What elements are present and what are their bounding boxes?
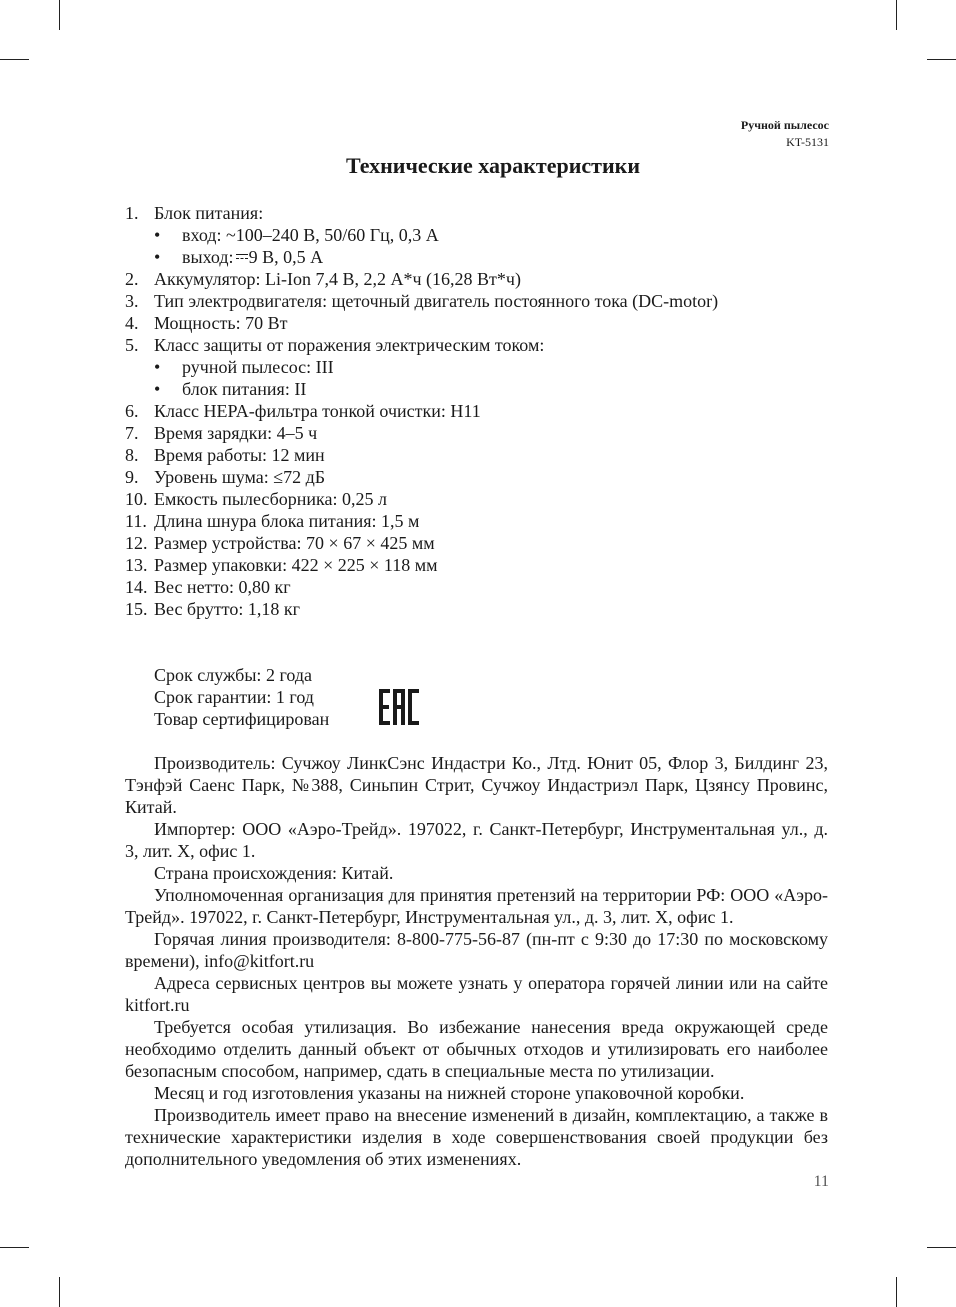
spec-item xyxy=(125,444,845,466)
certification-note: Товар сертифицирован xyxy=(154,709,330,729)
spec-item xyxy=(125,576,845,598)
spec-item xyxy=(125,466,845,488)
spec-number: 15. xyxy=(125,599,148,619)
spec-number: 10. xyxy=(125,489,148,509)
hotline-paragraph: Горячая линия производителя: 8-800-775-56-87 (пн-пт с 9:30 до 17:30 по московскому времени), info@kitfort.ru xyxy=(125,929,828,971)
spec-number: 2. xyxy=(125,269,139,289)
spec-text: Аккумулятор: Li-Ion 7,4 В, 2,2 А*ч (16,28 Вт*ч) xyxy=(154,269,521,289)
spec-item xyxy=(125,488,845,510)
importer-paragraph: Импортер: ООО «Аэро-Трейд». 197022, г. Санкт-Петербург, Инструментальная ул., д. 3, лит. Х, офис 1. xyxy=(125,819,828,861)
eac-certification-icon xyxy=(378,688,420,726)
warranty-period: Срок гарантии: 1 год xyxy=(154,687,314,707)
spec-number: 6. xyxy=(125,401,139,421)
spec-text: вход: ~100–240 В, 50/60 Гц, 0,3 А xyxy=(182,225,439,245)
manufacturer-info xyxy=(125,752,828,1170)
disposal-paragraph: Требуется особая утилизация. Во избежание нанесения вреда окружающей среде необходимо отделить данный объект от обычных отходов и утилизировать его наиболее безопасным способом, например, сдать в специальные места по утилизации. xyxy=(125,1017,828,1081)
spec-text: Размер устройства: 70 × 67 × 425 мм xyxy=(154,533,435,553)
spec-item xyxy=(125,510,845,532)
spec-value: 9 В, 0,5 А xyxy=(248,247,324,267)
spec-item xyxy=(125,532,845,554)
spec-number: 7. xyxy=(125,423,139,443)
header-product-name: Ручной пылесос xyxy=(740,118,829,132)
spec-number: 9. xyxy=(125,467,139,487)
spec-item xyxy=(125,290,845,312)
spec-subitem xyxy=(125,246,845,268)
spec-item xyxy=(125,400,845,422)
spec-text: Тип электродвигателя: щеточный двигатель постоянного тока (DC-motor) xyxy=(154,291,719,311)
spec-text: Вес брутто: 1,18 кг xyxy=(154,599,300,619)
spec-item xyxy=(125,598,845,620)
spec-item xyxy=(125,334,845,356)
page-title: Технические характеристики xyxy=(345,153,641,178)
spec-text: ручной пылесос: III xyxy=(182,357,334,377)
bullet-icon: • xyxy=(154,379,161,399)
spec-item xyxy=(125,268,845,290)
manufacturer-paragraph: Производитель: Сучжоу ЛинкСэнс Индастри Ко., Лтд. Юнит 05, Флор 3, Билдинг 23, Тэнфэй Саенс Парк, №388, Синьпин Стрит, Сучжоу Индастриэл Парк, Цзянсу Провинс, Китай. xyxy=(125,753,828,817)
spec-text: Класс защиты от поражения электрическим током: xyxy=(154,335,545,355)
spec-number: 12. xyxy=(125,533,148,553)
spec-number: 4. xyxy=(125,313,139,333)
spec-number: 14. xyxy=(125,577,148,597)
spec-item xyxy=(125,202,845,224)
service-centers-paragraph: Адреса сервисных центров вы можете узнать у оператора горячей линии или на сайте kitfort.ru xyxy=(125,973,828,1015)
changes-disclaimer-paragraph: Производитель имеет право на внесение изменений в дизайн, комплектацию, а также в технические характеристики изделия в ходе совершенствования своей продукции без дополнительного уведомления об этих изменениях. xyxy=(125,1105,828,1169)
spec-number: 5. xyxy=(125,335,139,355)
spec-number: 3. xyxy=(125,291,139,311)
crop-mark-top-left xyxy=(0,59,29,60)
spec-text: Блок питания: xyxy=(154,203,264,223)
claims-organization-paragraph: Уполномоченная организация для принятия претензий на территории РФ: ООО «Аэро-Трейд». 197022, г. Санкт-Петербург, Инструментальная ул., д. 3, лит. Х, офис 1. xyxy=(125,885,828,927)
service-info xyxy=(154,664,329,730)
spec-item xyxy=(125,554,845,576)
spec-text: Класс HEPA-фильтра тонкой очистки: H11 xyxy=(154,401,481,421)
spec-subitem xyxy=(125,378,845,400)
spec-item xyxy=(125,312,845,334)
direct-current-icon xyxy=(236,253,248,263)
spec-label: выход: xyxy=(182,247,234,267)
bullet-icon: • xyxy=(154,357,161,377)
spec-text: Длина шнура блока питания: 1,5 м xyxy=(154,511,420,531)
spec-subitem xyxy=(125,356,845,378)
specifications-list xyxy=(125,202,845,620)
bullet-icon: • xyxy=(154,225,161,245)
page-number: 11 xyxy=(813,1173,829,1190)
spec-text: Мощность: 70 Вт xyxy=(154,313,288,333)
spec-number: 1. xyxy=(125,203,139,223)
header-model: KT-5131 xyxy=(786,135,829,149)
origin-paragraph: Страна происхождения: Китай. xyxy=(154,863,394,883)
spec-text: Время работы: 12 мин xyxy=(154,445,325,465)
spec-text: Время зарядки: 4–5 ч xyxy=(154,423,318,443)
crop-mark-top-right xyxy=(927,59,956,60)
spec-number: 11. xyxy=(125,511,147,531)
spec-text-group xyxy=(182,246,323,268)
spec-text: Размер упаковки: 422 × 225 × 118 мм xyxy=(154,555,438,575)
spec-number: 13. xyxy=(125,555,148,575)
crop-mark-top-left xyxy=(59,0,60,30)
spec-item xyxy=(125,422,845,444)
crop-mark-top-right xyxy=(896,0,897,30)
crop-mark-bottom-left xyxy=(59,1277,60,1307)
spec-text: Вес нетто: 0,80 кг xyxy=(154,577,291,597)
spec-number: 8. xyxy=(125,445,139,465)
manufacture-date-paragraph: Месяц и год изготовления указаны на нижней стороне упаковочной коробки. xyxy=(154,1083,745,1103)
bullet-icon: • xyxy=(154,247,161,267)
crop-mark-bottom-left xyxy=(0,1247,29,1248)
spec-text: Емкость пылесборника: 0,25 л xyxy=(154,489,387,509)
spec-subitem xyxy=(125,224,845,246)
crop-mark-bottom-right xyxy=(927,1247,956,1248)
running-header xyxy=(741,117,829,151)
spec-text: блок питания: II xyxy=(182,379,307,399)
service-life: Срок службы: 2 года xyxy=(154,665,313,685)
spec-text: Уровень шума: ≤72 дБ xyxy=(154,467,326,487)
crop-mark-bottom-right xyxy=(896,1277,897,1307)
